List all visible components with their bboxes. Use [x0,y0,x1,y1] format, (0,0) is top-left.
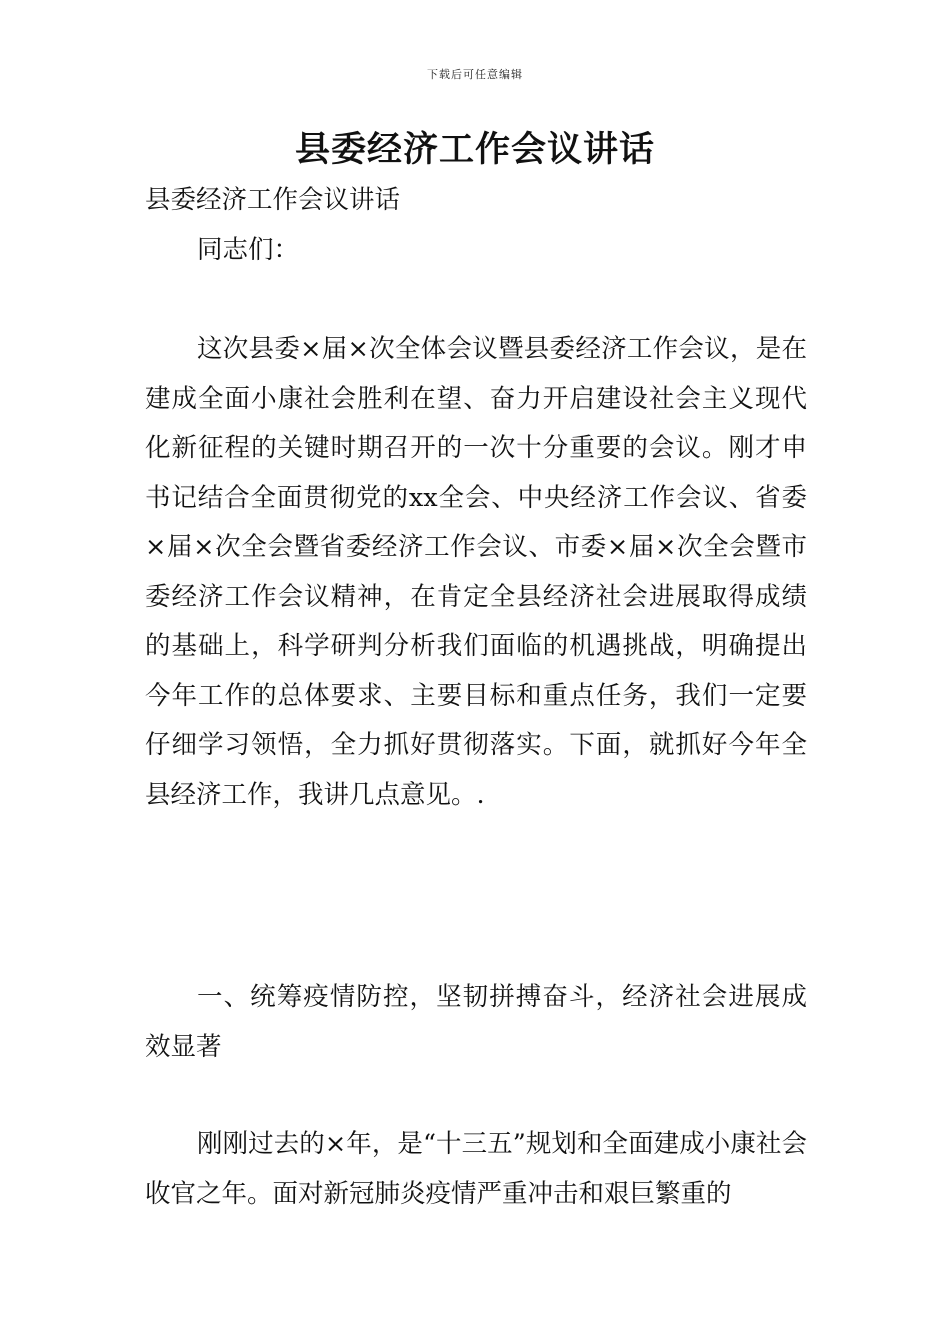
paragraph-opening: 这次县委×届×次全体会议暨县委经济工作会议，是在建成全面小康社会胜利在望、奋力开启建设社会主义现代化新征程的关键时期召开的一次十分重要的会议。刚才申书记结合全面贯彻党的xx全会、中央经济工作会议、省委×届×次全会暨省委经济工作会议、市委×届×次全会暨市委经济工作会议精神，在肯定全县经济社会进展取得成绩的基础上，科学研判分析我们面临的机遇挑战，明确提出今年工作的总体要求、主要目标和重点任务，我们一定要仔细学习领悟，全力抓好贯彻落实。下面，就抓好今年全县经济工作，我讲几点意见。. [145,334,807,810]
document-subtitle: 县委经济工作会议讲话 [145,185,401,215]
salutation: 同志们： [197,235,300,265]
paragraph-review: 刚刚过去的×年，是“十三五”规划和全面建成小康社会收官之年。面对新冠肺炎疫情严重冲击和艰巨繁重的 [145,1129,807,1209]
header-note: 下载后可任意编辑 [427,68,523,81]
document-title: 县委经济工作会议讲话 [294,129,655,170]
section-heading-1: 一、统筹疫情防控，坚韧拼搏奋斗，经济社会进展成效显著 [145,982,807,1062]
